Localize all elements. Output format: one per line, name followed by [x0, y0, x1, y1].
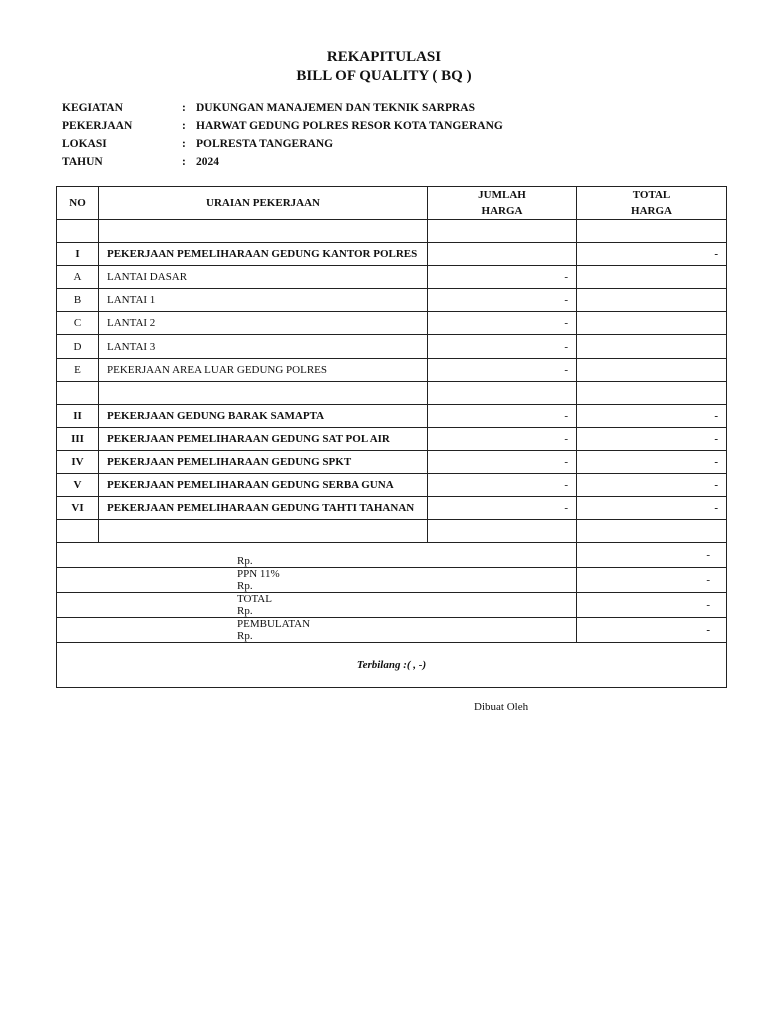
row-jumlah: -: [428, 358, 577, 381]
table-row: [57, 243, 727, 266]
spacer-row: [57, 520, 727, 543]
summary-value: -: [577, 543, 727, 568]
row-total: -: [577, 450, 727, 473]
summary-label-cell: [57, 618, 577, 643]
summary-value: -: [577, 618, 727, 643]
row-no: V: [57, 474, 99, 497]
row-total: [577, 358, 727, 381]
row-no: VI: [57, 497, 99, 520]
document-subtitle: BILL OF QUALITY ( BQ ): [296, 68, 472, 84]
summary-currency: Rp.: [237, 605, 253, 618]
header-total-harga: [577, 187, 727, 220]
summary-label-cell: [57, 593, 577, 618]
spacer-row: [57, 381, 727, 404]
row-uraian: LANTAI DASAR: [99, 266, 428, 289]
summary-currency: Rp.: [237, 555, 253, 568]
table-row: [57, 474, 727, 497]
info-value: DUKUNGAN MANAJEMEN DAN TEKNIK SARPRAS: [196, 102, 475, 114]
row-no: I: [57, 243, 99, 266]
table-row: [57, 358, 727, 381]
row-uraian: PEKERJAAN PEMELIHARAAN GEDUNG SAT POL AIR: [99, 427, 428, 450]
row-total: [577, 312, 727, 335]
table-row: [57, 497, 727, 520]
row-jumlah: -: [428, 289, 577, 312]
row-uraian: PEKERJAAN PEMELIHARAAN GEDUNG SPKT: [99, 450, 428, 473]
bq-table: [56, 186, 727, 688]
table-row: [57, 404, 727, 427]
table-row: [57, 266, 727, 289]
table-row: [57, 450, 727, 473]
row-uraian: LANTAI 1: [99, 289, 428, 312]
table-row: [57, 312, 727, 335]
summary-currency: Rp.: [237, 580, 253, 593]
summary-row-subtotal: [57, 543, 727, 568]
info-separator: :: [182, 102, 186, 114]
row-no: II: [57, 404, 99, 427]
header-jumlah-harga: [428, 187, 577, 220]
info-row-kegiatan: [62, 102, 503, 120]
summary-label: TOTAL: [237, 593, 272, 606]
terbilang-text: Terbilang :( , -): [57, 643, 727, 688]
row-jumlah: -: [428, 497, 577, 520]
row-no: B: [57, 289, 99, 312]
row-no: III: [57, 427, 99, 450]
row-total: -: [577, 474, 727, 497]
info-row-lokasi: [62, 138, 503, 156]
summary-currency: Rp.: [237, 630, 253, 643]
summary-label: PEMBULATAN: [237, 618, 311, 631]
info-separator: :: [182, 156, 186, 168]
table-row: [57, 335, 727, 358]
row-total: [577, 335, 727, 358]
info-label: LOKASI: [62, 138, 107, 150]
row-total: -: [577, 497, 727, 520]
header-no: NO: [57, 187, 99, 220]
summary-label: PPN 11%: [237, 568, 280, 581]
row-no: D: [57, 335, 99, 358]
info-value: 2024: [196, 156, 219, 168]
header-jumlah-line1: JUMLAH: [478, 189, 526, 201]
header-uraian: URAIAN PEKERJAAN: [99, 187, 428, 220]
summary-row-ppn: [57, 568, 727, 593]
info-row-tahun: [62, 156, 503, 174]
row-jumlah: -: [428, 335, 577, 358]
row-no: C: [57, 312, 99, 335]
row-total: -: [577, 427, 727, 450]
row-jumlah: -: [428, 266, 577, 289]
row-uraian: LANTAI 3: [99, 335, 428, 358]
terbilang-row: [57, 643, 727, 688]
info-label: TAHUN: [62, 156, 103, 168]
header-total-line2: HARGA: [631, 205, 672, 217]
info-row-pekerjaan: [62, 120, 503, 138]
info-value: HARWAT GEDUNG POLRES RESOR KOTA TANGERANG: [196, 120, 503, 132]
summary-row-pembulatan: [57, 618, 727, 643]
table-row: [57, 289, 727, 312]
row-jumlah: -: [428, 312, 577, 335]
summary-label-cell: [57, 568, 577, 593]
project-info: [62, 102, 503, 174]
row-total: -: [577, 243, 727, 266]
row-uraian: LANTAI 2: [99, 312, 428, 335]
summary-value: -: [577, 568, 727, 593]
row-uraian: PEKERJAAN PEMELIHARAAN GEDUNG KANTOR POLRES: [99, 243, 428, 266]
row-uraian: PEKERJAAN GEDUNG BARAK SAMAPTA: [99, 404, 428, 427]
row-jumlah: -: [428, 427, 577, 450]
header-jumlah-line2: HARGA: [481, 205, 523, 217]
table-header-row: [57, 187, 727, 220]
row-uraian: PEKERJAAN PEMELIHARAAN GEDUNG TAHTI TAHANAN: [99, 497, 428, 520]
summary-row-total: [57, 593, 727, 618]
row-total: -: [577, 404, 727, 427]
row-total: [577, 289, 727, 312]
table-row: [57, 427, 727, 450]
info-label: PEKERJAAN: [62, 120, 133, 132]
info-label: KEGIATAN: [62, 102, 123, 114]
row-jumlah: -: [428, 450, 577, 473]
row-no: E: [57, 358, 99, 381]
document-title: REKAPITULASI: [326, 49, 442, 65]
row-uraian: PEKERJAAN PEMELIHARAAN GEDUNG SERBA GUNA: [99, 474, 428, 497]
row-total: [577, 266, 727, 289]
info-value: POLRESTA TANGERANG: [196, 138, 334, 150]
row-jumlah: [428, 243, 577, 266]
row-uraian: PEKERJAAN AREA LUAR GEDUNG POLRES: [99, 358, 428, 381]
row-no: IV: [57, 450, 99, 473]
header-total-line1: TOTAL: [632, 189, 671, 201]
summary-label-cell: [57, 543, 577, 568]
signature-label: Dibuat Oleh: [474, 701, 529, 713]
summary-value: -: [577, 593, 727, 618]
row-jumlah: -: [428, 474, 577, 497]
info-separator: :: [182, 120, 186, 132]
row-jumlah: -: [428, 404, 577, 427]
row-no: A: [57, 266, 99, 289]
spacer-row: [57, 220, 727, 243]
info-separator: :: [182, 138, 186, 150]
